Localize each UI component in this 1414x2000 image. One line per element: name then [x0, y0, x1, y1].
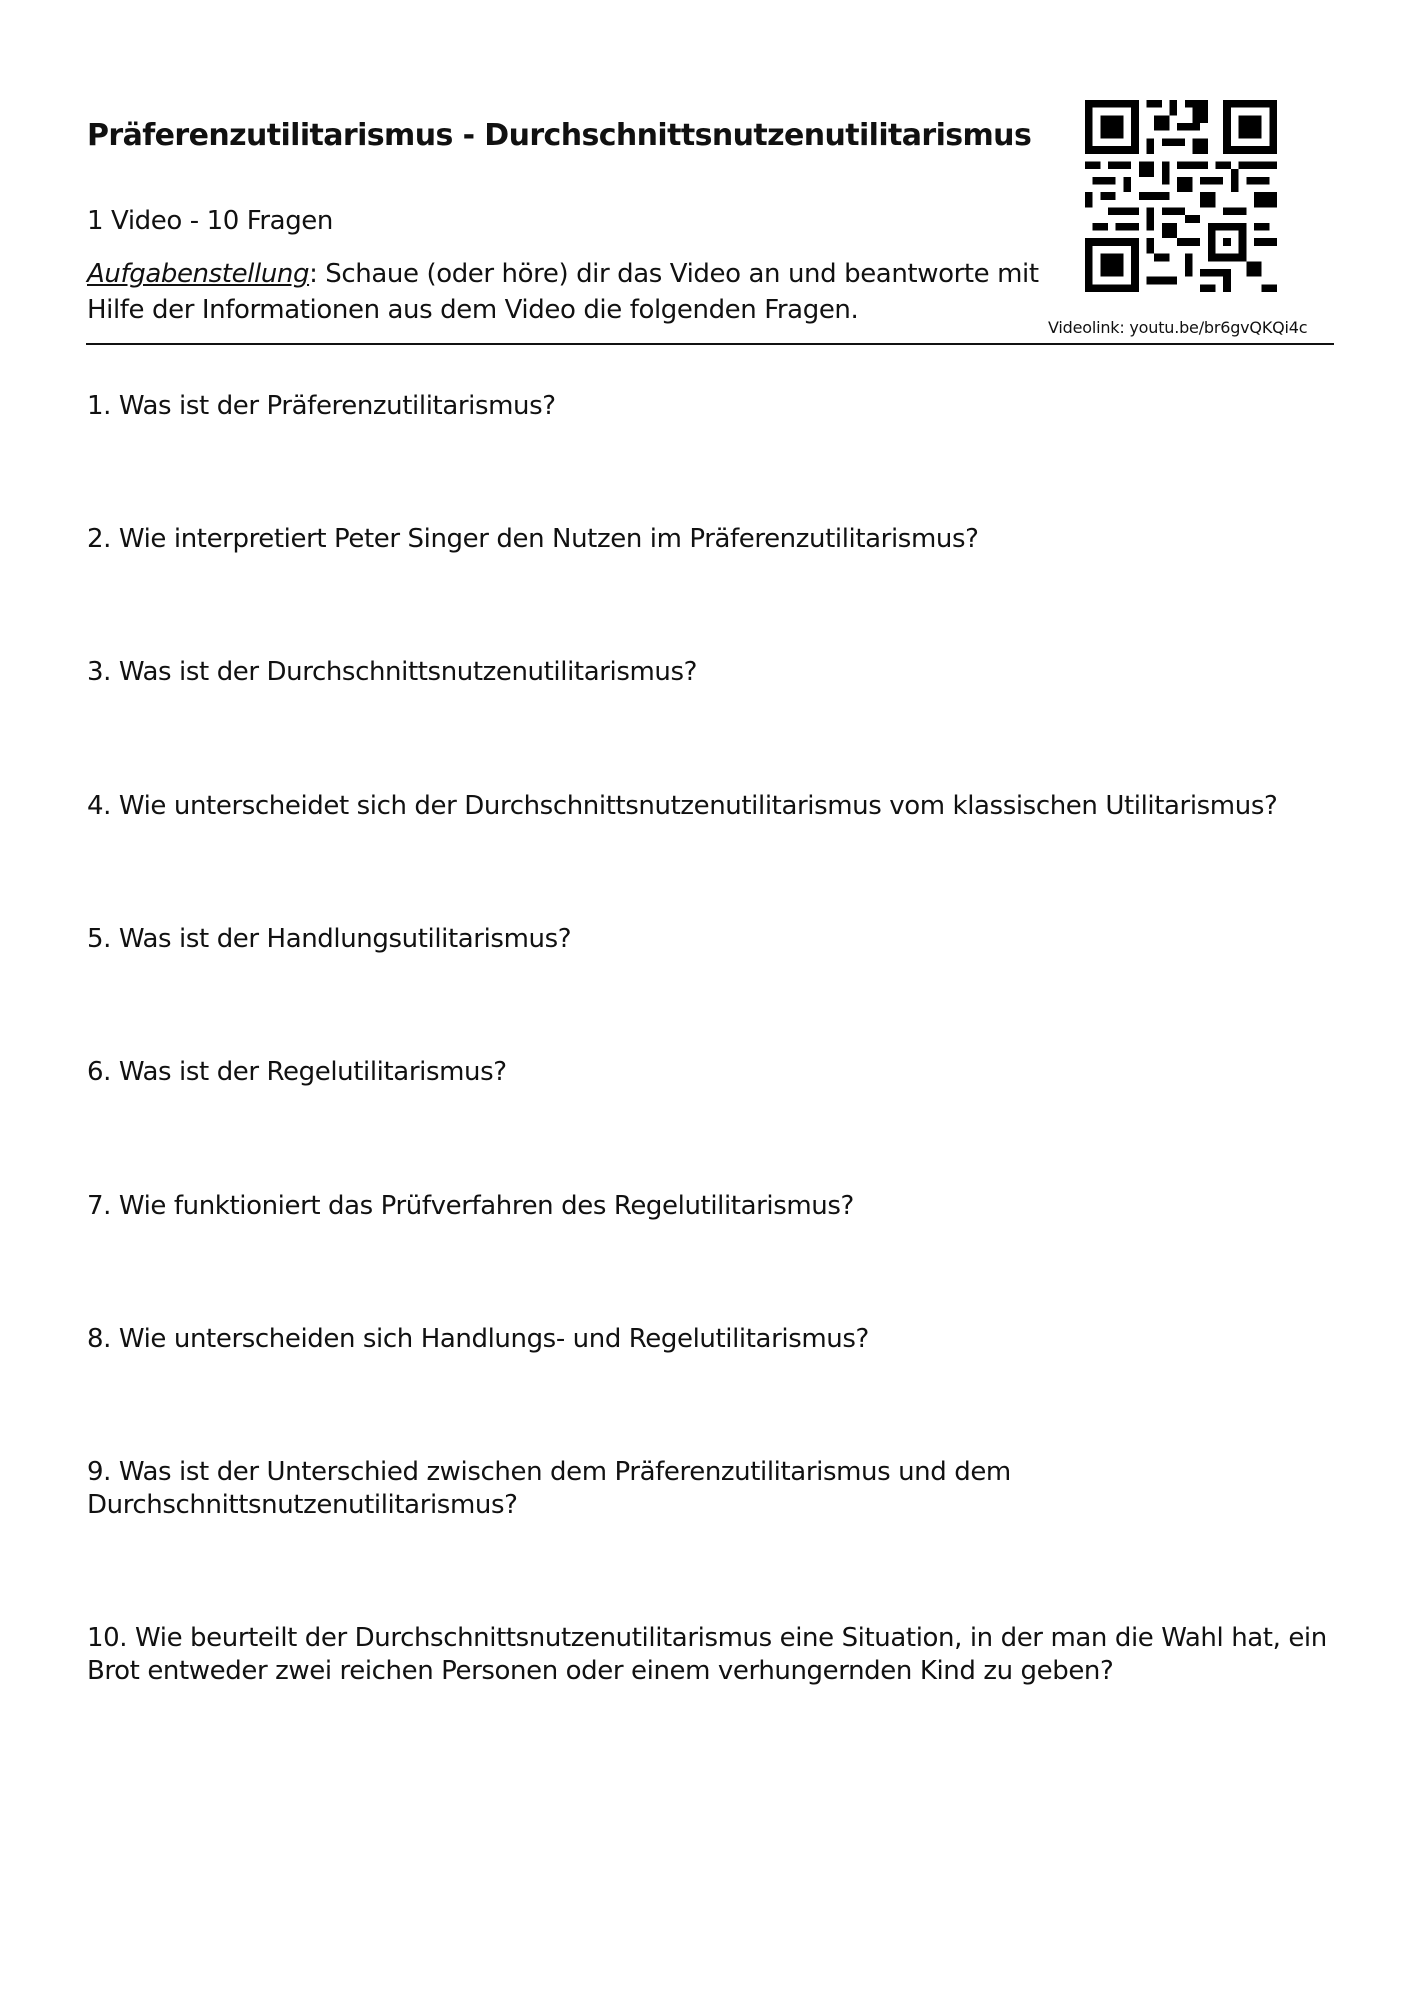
question-3: 3. Was ist der Durchschnittsnutzenutilitarismus? — [87, 657, 698, 687]
question-4: 4. Wie unterscheidet sich der Durchschnittsnutzenutilitarismus vom klassischen Utilitarismus? — [87, 791, 1278, 821]
question-9: 9. Was ist der Unterschied zwischen dem Präferenzutilitarismus und dem Durchschnittsnutzenutilitarismus? — [87, 1457, 1011, 1520]
page-title: Präferenzutilitarismus - Durchschnittsnutzenutilitarismus — [87, 118, 1032, 153]
header-divider — [86, 343, 1334, 345]
task-text: : Schaue (oder höre) dir das Video an und beantworte mit Hilfe der Informationen aus dem Video die folgenden Fragen. — [87, 259, 1039, 325]
qr-code-icon — [1085, 100, 1277, 292]
question-5: 5. Was ist der Handlungsutilitarismus? — [87, 924, 572, 954]
task-label: Aufgabenstellung — [87, 259, 310, 289]
question-1: 1. Was ist der Präferenzutilitarismus? — [87, 391, 556, 421]
question-8: 8. Wie unterscheiden sich Handlungs- und Regelutilitarismus? — [87, 1324, 869, 1354]
task-instructions — [87, 256, 1047, 328]
question-6: 6. Was ist der Regelutilitarismus? — [87, 1057, 507, 1087]
question-10: 10. Wie beurteilt der Durchschnittsnutzenutilitarismus eine Situation, in der man die Wahl hat, ein Brot entweder zwei reichen Personen oder einem verhungernden Kind zu geben? — [87, 1623, 1327, 1686]
question-2: 2. Wie interpretiert Peter Singer den Nutzen im Präferenzutilitarismus? — [87, 524, 979, 554]
worksheet-meta: 1 Video - 10 Fragen — [87, 206, 333, 236]
video-link[interactable]: Videolink: youtu.be/br6gvQKQi4c — [1048, 318, 1308, 337]
question-7: 7. Wie funktioniert das Prüfverfahren des Regelutilitarismus? — [87, 1191, 854, 1221]
